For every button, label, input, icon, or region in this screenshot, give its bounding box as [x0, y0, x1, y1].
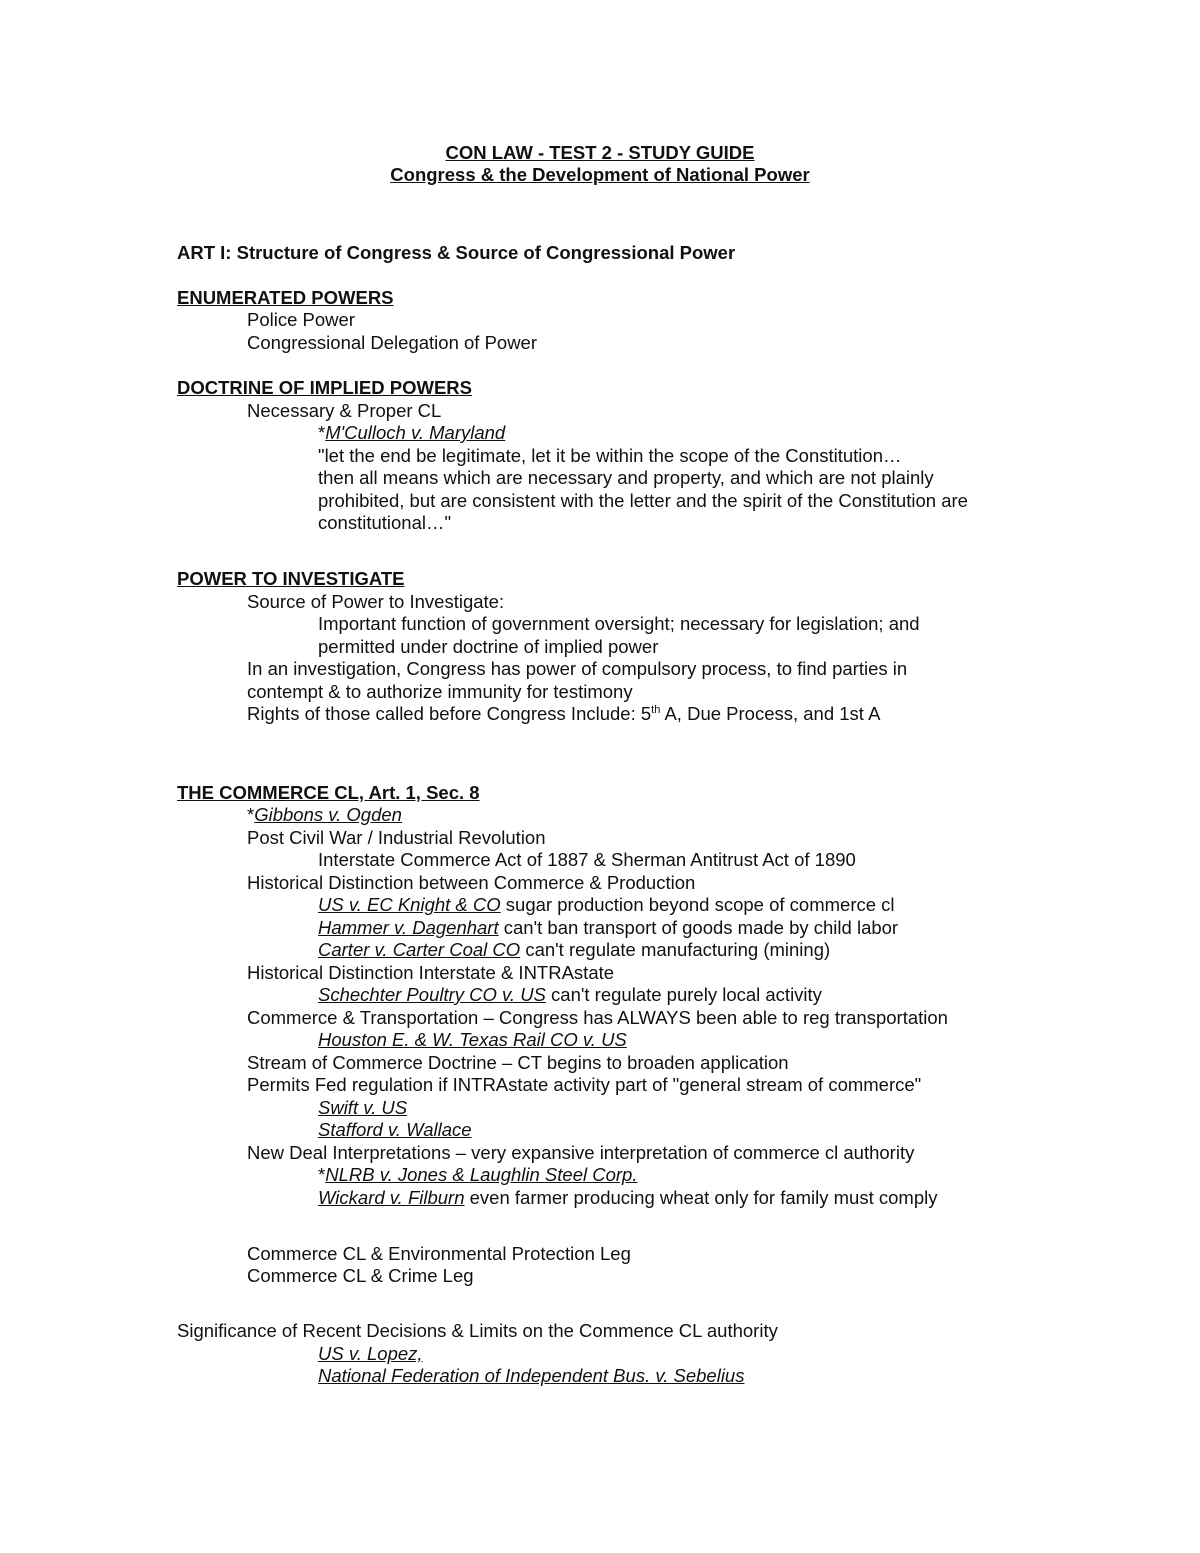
implied-heading: DOCTRINE OF IMPLIED POWERS [177, 377, 472, 398]
case-name: National Federation of Independent Bus. v. Sebelius [318, 1365, 745, 1386]
case-note: can't ban transport of goods made by child labor [498, 917, 899, 938]
stream-of-commerce: Stream of Commerce Doctrine – CT begins to broaden application [247, 1052, 789, 1073]
distinction-production: Historical Distinction between Commerce & Production [247, 872, 696, 893]
nlrb-line [318, 1164, 637, 1186]
investigate-heading: POWER TO INVESTIGATE [177, 568, 405, 589]
enumerated-item: Congressional Delegation of Power [247, 332, 538, 353]
case-name: Stafford v. Wallace [318, 1119, 472, 1140]
enumerated-heading: ENUMERATED POWERS [177, 287, 394, 308]
rights-suffix: A, Due Process, and 1st A [660, 703, 881, 724]
case-note: sugar production beyond scope of commerce cl [500, 894, 895, 915]
gibbons-line [247, 804, 402, 826]
significance-heading: Significance of Recent Decisions & Limits on the Commence CL authority [177, 1320, 778, 1341]
case-name: Houston E. & W. Texas Rail CO v. US [318, 1029, 627, 1050]
case-name: Carter v. Carter Coal CO [318, 939, 521, 960]
enumerated-item: Police Power [247, 309, 355, 330]
case-name: Gibbons v. Ogden [254, 804, 402, 825]
case-name: NLRB v. Jones & Laughlin Steel Corp. [325, 1164, 638, 1185]
case-name: US v. Lopez, [318, 1343, 423, 1364]
ec-knight-line [318, 894, 895, 916]
case-name: US v. EC Knight & CO [318, 894, 501, 915]
case-name: M'Culloch v. Maryland [325, 422, 506, 443]
investigate-source: Source of Power to Investigate: [247, 591, 505, 612]
wickard-line [318, 1187, 937, 1209]
necessary-proper: Necessary & Proper CL [247, 400, 442, 421]
star-mark: * [247, 804, 255, 825]
star-mark: * [318, 422, 326, 443]
commerce-heading: THE COMMERCE CL, Art. 1, Sec. 8 [177, 782, 480, 803]
distinction-interstate: Historical Distinction Interstate & INTRAstate [247, 962, 615, 983]
quote-line: prohibited, but are consistent with the letter and the spirit of the Constitution are [318, 490, 968, 511]
doc-subtitle: Congress & the Development of National Power [390, 164, 810, 185]
new-deal: New Deal Interpretations – very expansive interpretation of commerce cl authority [247, 1142, 915, 1163]
case-name: Schechter Poultry CO v. US [318, 984, 546, 1005]
investigate-compulsory: contempt & to authorize immunity for testimony [247, 681, 633, 702]
investigate-source-detail: Important function of government oversight; necessary for legislation; and [318, 613, 920, 634]
quote-line: constitutional…" [318, 512, 452, 533]
rights-prefix: Rights of those called before Congress Include: 5 [247, 703, 652, 724]
rights-superscript: th [651, 703, 661, 716]
mculloch-line [318, 422, 505, 444]
investigate-source-detail: permitted under doctrine of implied power [318, 636, 659, 657]
commerce-transportation: Commerce & Transportation – Congress has ALWAYS been able to reg transportation [247, 1007, 948, 1028]
schechter-line [318, 984, 822, 1006]
doc-title: CON LAW - TEST 2 - STUDY GUIDE [445, 142, 755, 163]
crime-leg: Commerce CL & Crime Leg [247, 1265, 474, 1286]
case-note: can't regulate purely local activity [545, 984, 822, 1005]
environmental-leg: Commerce CL & Environmental Protection Leg [247, 1243, 631, 1264]
hammer-line [318, 917, 898, 939]
permits-fed-regulation: Permits Fed regulation if INTRAstate activity part of "general stream of commerce" [247, 1074, 922, 1095]
case-note: can't regulate manufacturing (mining) [520, 939, 831, 960]
investigate-compulsory: In an investigation, Congress has power of compulsory process, to find parties in [247, 658, 908, 679]
case-name: Swift v. US [318, 1097, 408, 1118]
carter-line [318, 939, 830, 961]
investigate-rights [247, 703, 880, 725]
case-name: Hammer v. Dagenhart [318, 917, 499, 938]
case-note: even farmer producing wheat only for family must comply [464, 1187, 938, 1208]
quote-line: then all means which are necessary and property, and which are not plainly [318, 467, 934, 488]
art-heading: ART I: Structure of Congress & Source of Congressional Power [177, 242, 736, 263]
star-mark: * [318, 1164, 326, 1185]
post-civil-war: Post Civil War / Industrial Revolution [247, 827, 546, 848]
commerce-acts: Interstate Commerce Act of 1887 & Sherman Antitrust Act of 1890 [318, 849, 856, 870]
case-name: Wickard v. Filburn [318, 1187, 465, 1208]
quote-line: "let the end be legitimate, let it be within the scope of the Constitution… [318, 445, 902, 466]
